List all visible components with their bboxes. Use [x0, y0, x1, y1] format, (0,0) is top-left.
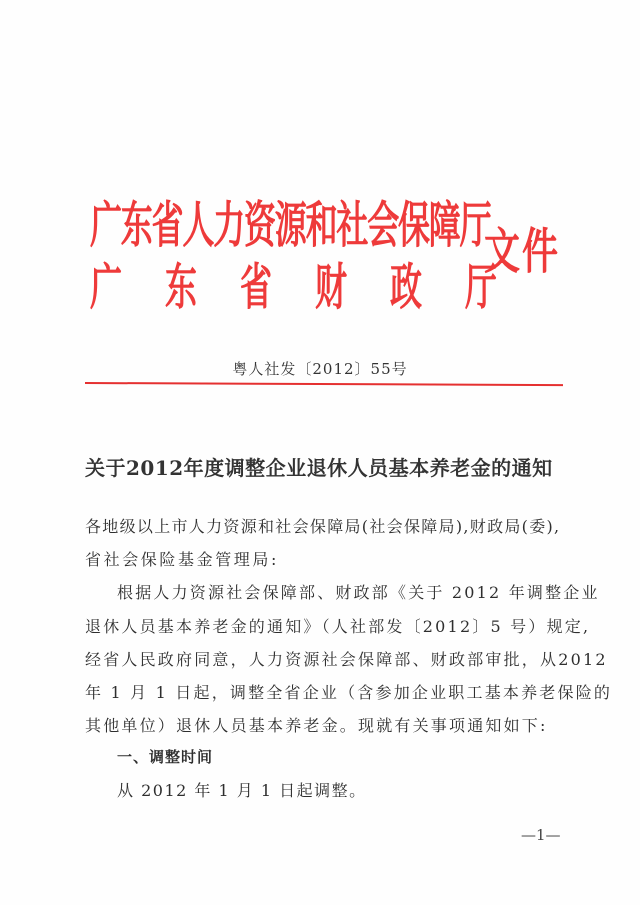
addressee-line: 各地级以上市人力资源和社会保障局(社会保障局),财政局(委),: [85, 517, 561, 536]
paragraph-line: 从 2012 年 1 月 1 日起调整。: [117, 781, 367, 800]
document-type-label: 文件: [484, 223, 561, 281]
issuer-char: 东: [165, 257, 198, 317]
issuer-char: 广: [90, 257, 123, 317]
issuer-char: 厅: [465, 257, 498, 317]
section-heading: 一、调整时间: [117, 748, 214, 766]
paragraph-line: 根据人力资源社会保障部、财政部《关于 2012 年调整企业: [117, 583, 600, 602]
red-divider: [85, 382, 563, 386]
paragraph-line: 年 1 月 1 日起，调整全省企业（含参加企业职工基本养老保险的: [85, 683, 613, 702]
document-title: 关于2012年度调整企业退休人员基本养老金的通知: [85, 456, 553, 480]
paragraph-line: 其他单位）退休人员基本养老金。现就有关事项通知如下:: [85, 716, 548, 735]
issuer-line-hrss: 广东省人力资源和社会保障厅: [90, 195, 491, 255]
issuer-char: 省: [240, 257, 273, 317]
issuer-char: 财: [315, 257, 348, 317]
paragraph-line: 经省人民政府同意，人力资源社会保障部、财政部审批，从2012: [85, 650, 608, 669]
document-number: 粤人社发〔2012〕55号: [232, 360, 408, 378]
addressee-line: 省社会保险基金管理局:: [85, 550, 279, 569]
page-number: —1—: [521, 826, 561, 844]
paragraph-line: 退休人员基本养老金的通知》（人社部发〔2012〕5 号）规定,: [85, 617, 591, 636]
issuer-char: 政: [390, 257, 423, 317]
issuer-line-finance: [90, 248, 497, 319]
